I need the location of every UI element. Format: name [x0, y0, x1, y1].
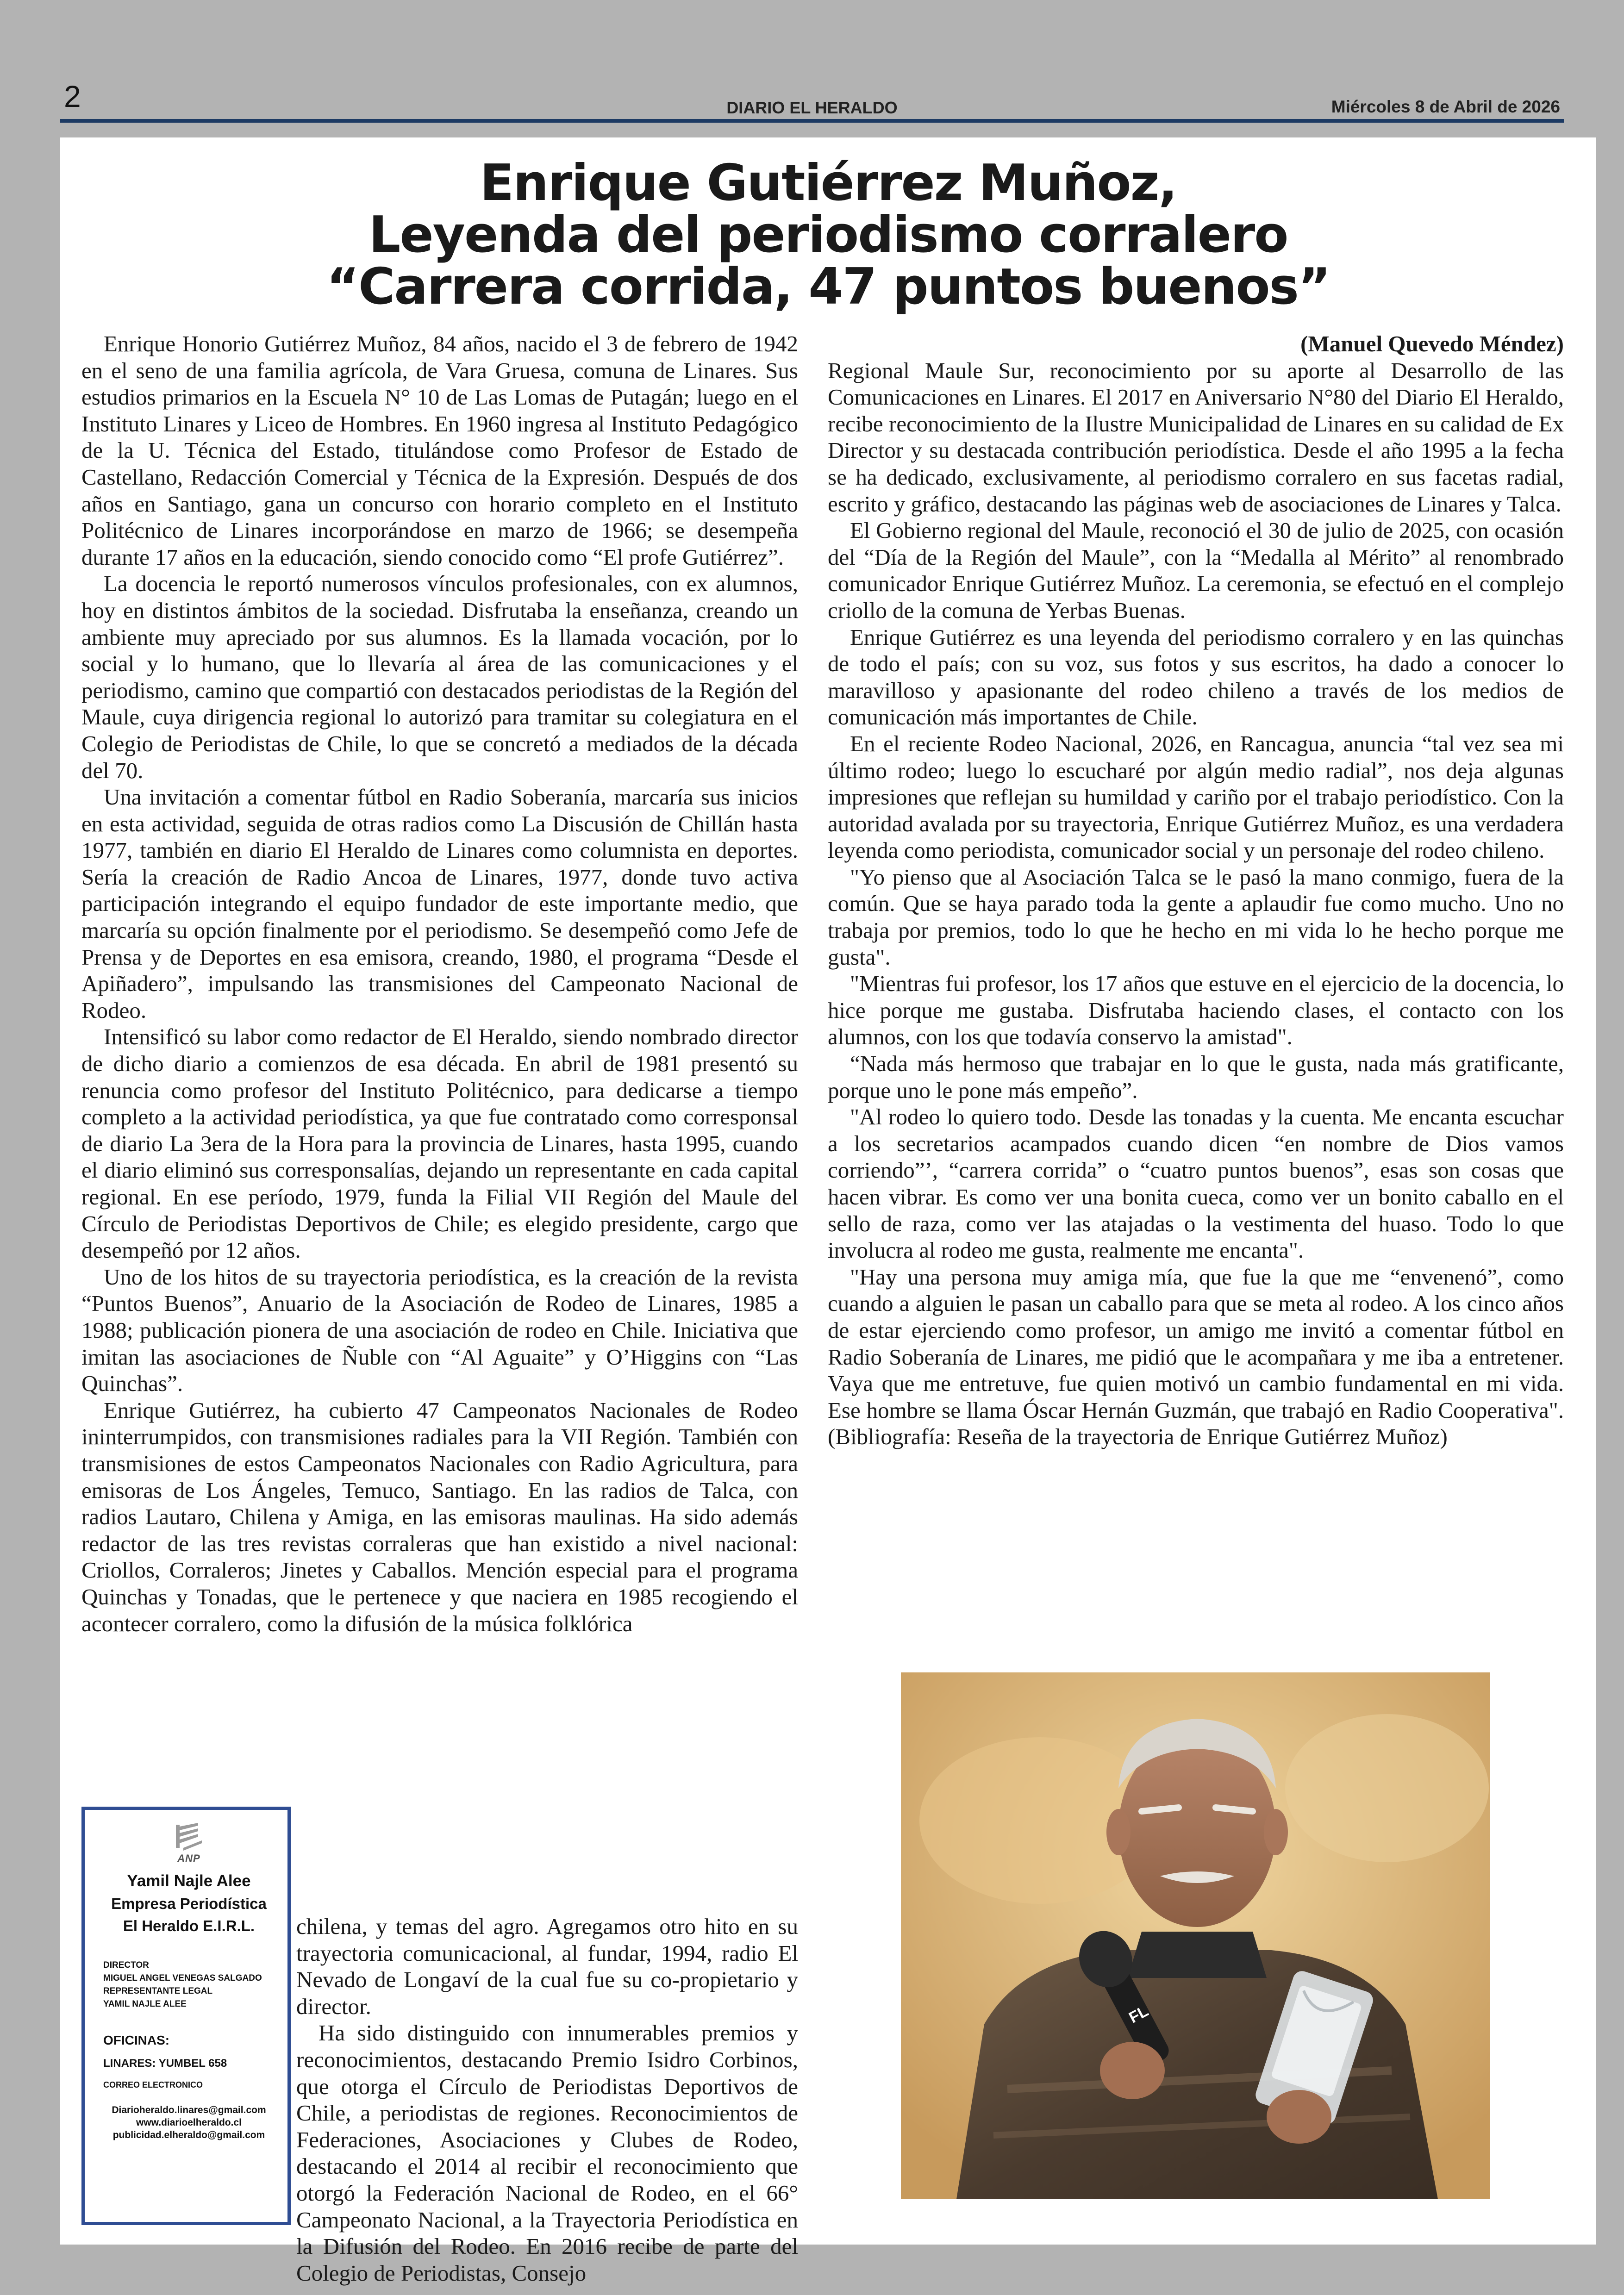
portrait-illustration: [901, 1672, 1490, 2199]
headline-line-2: Leyenda del periodismo corralero: [369, 206, 1288, 264]
legal-name: YAMIL NAJLE ALEE: [103, 1999, 187, 2009]
offices-value: LINARES: YUMBEL 658: [103, 2057, 227, 2070]
paragraph: "Al rodeo lo quiero todo. Desde las tonadas y la cuenta. Me encanta escuchar a los secretarios acampados cuando dicen “en nombre de Dios vamos corriendo”’, “carrera corrida” o “cuatro puntos buenos”, esas son cosas que hacen vibrar. Es como ver una bonita cueca, como ver un bonito caballo en el sello de raza, como ver las atajadas o la vestimenta del huaso. Todo lo que involucra al rodeo me gusta, realmente me encanta".: [828, 1104, 1564, 1263]
left-column-tail: [296, 1913, 798, 2286]
paragraph: Uno de los hitos de su trayectoria periodística, es la creación de la revista “Puntos Buenos”, Anuario de la Asociación de Rodeo de Linares, 1985 a 1988; publicación pionera de una asociación de rodeo en Chile. Iniciativa que imitan las asociaciones de Ñuble con “Al Aguaite” y O’Higgins con “Las Quinchas”.: [81, 1264, 798, 1397]
anp-logo: [163, 1822, 214, 1865]
paragraph: El Gobierno regional del Maule, reconoció el 30 de julio de 2025, con ocasión del “Día de la Región del Maule”, con la “Medalla al Mérito” al renombrado comunicador Enrique Gutiérrez Muñoz. La ceremonia, se efectuó en el complejo criollo de la comuna de Yerbas Buenas.: [828, 518, 1564, 623]
article-page: [60, 137, 1596, 2286]
newspaper-name: DIARIO EL HERALDO: [726, 98, 898, 117]
director-label: DIRECTOR: [103, 1960, 149, 1970]
right-column: [828, 331, 1564, 1450]
masthead-box: [81, 1807, 291, 2225]
website: www.diarioelheraldo.cl: [136, 2117, 242, 2128]
headline-line-1: Enrique Gutiérrez Muñoz,: [480, 154, 1177, 212]
paragraph: Enrique Gutiérrez es una leyenda del periodismo corralero y en las quinchas de todo el país; con su voz, sus fotos y sus escritos, ha dado a conocer lo maravilloso y apasionante del rodeo chileno a través de los medios de comunicación más importantes de Chile.: [828, 624, 1564, 730]
byline: (Manuel Quevedo Méndez): [1300, 331, 1564, 356]
page-header: [60, 79, 1564, 120]
paragraph: En el reciente Rodeo Nacional, 2026, en Rancagua, anuncia “tal vez sea mi último rodeo; luego lo escucharé por algún medio radial”, nos deja algunas impresiones que reflejan su humildad y cariño por el trabajo periodístico. Con la autoridad avalada por su trayectoria, Enrique Gutiérrez Muñoz, es una verdadera leyenda como periodista, comunicador social y un personaje del rodeo chileno.: [828, 730, 1564, 863]
offices-label: OFICINAS:: [103, 2033, 170, 2047]
email-label: CORREO ELECTRONICO: [103, 2080, 203, 2089]
portrait-photo: [901, 1672, 1490, 2199]
paragraph: Una invitación a comentar fútbol en Radio Soberanía, marcaría sus inicios en esta actividad, seguida de otras radios como La Discusión de Chillán hasta 1977, también en diario El Heraldo de Linares como columnista en deportes. Sería la creación de Radio Ancoa de Linares, 1977, donde tuvo activa participación integrando el equipo fundador de este importante medio, que marcaría su opción finalmente por el periodismo. Se desempeñó como Jefe de Prensa y de Deportes en esa emisora, creando, 1980, el programa “Desde el Apiñadero”, impulsando las transmisiones del Campeonato Nacional de Rodeo.: [81, 784, 798, 1023]
paragraph: Enrique Honorio Gutiérrez Muñoz, 84 años, nacido el 3 de febrero de 1942 en el seno de una familia agrícola, de Vara Gruesa, comuna de Linares. Sus estudios primarios en la Escuela N° 10 de Las Lomas de Putagán; luego en el Instituto Linares y Liceo de Hombres. En 1960 ingresa al Instituto Pedagógico de la U. Técnica del Estado, titulándose como Profesor de Estado de Castellano, Redacción Comercial y Técnica de la Expresión. Después de dos años en Santiago, gana un concurso con horario completo en el Instituto Politécnico de Linares incorporándose en marzo de 1966; se desempeña durante 17 años en la educación, siendo conocido como “El profe Gutiérrez”.: [81, 331, 798, 570]
company-name-2: El Heraldo E.I.R.L.: [123, 1917, 255, 1934]
mic-brand: FL: [1126, 2002, 1151, 2027]
paragraph: La docencia le reportó numerosos vínculos profesionales, con ex alumnos, hoy en distintos ámbitos de la sociedad. Disfrutaba la enseñanza, creando un ambiente muy apreciado por sus alumnos. Es la llamada vocación, por lo social y lo humano, que lo llevaría al área de las comunicaciones y el periodismo, camino que compartió con destacados periodistas de la Región del Maule, cuya dirigencia regional lo autorizó para tramitar su colegiatura en el Colegio de Periodistas de Chile, lo que se concretó a mediados de la década del 70.: [81, 571, 798, 783]
legal-label: REPRESENTANTE LEGAL: [103, 1986, 213, 1996]
paragraph: Regional Maule Sur, reconocimiento por su aporte al Desarrollo de las Comunicaciones en Linares. El 2017 en Aniversario N°80 del Diario El Heraldo, recibe reconocimiento de la Ilustre Municipalidad de Linares en su calidad de Ex Director y su destacada contribución periodística. Desde el año 1995 a la fecha se ha dedicado, exclusivamente, al periodismo corralero en sus facetas radial, escrito y gráfico, destacando las páginas web de asociaciones de Linares y Talca.: [828, 357, 1564, 517]
headline: [60, 154, 1596, 316]
anp-label: ANP: [177, 1852, 200, 1864]
email-1: Diarioheraldo.linares@gmail.com: [112, 2105, 266, 2115]
headline-line-3: “Carrera corrida, 47 puntos buenos”: [326, 258, 1330, 316]
paragraph: "Mientras fui profesor, los 17 años que estuve en el ejercicio de la docencia, lo hice porque me gustaba. Disfrutaba haciendo clases, el contacto con los alumnos, con los que todavía conservo la amistad".: [828, 971, 1564, 1050]
paragraph: Intensificó su labor como redactor de El Heraldo, siendo nombrado director de dicho diario a comienzos de esa década. En abril de 1981 presentó su renuncia como profesor del Instituto Politécnico, para dedicarse a tiempo completo a la actividad periodística, ya que fue contratado como corresponsal de diario La 3era de la Hora para la provincia de Linares, hasta 1995, cuando el diario eliminó sus corresponsalías, dejando un representante en cada capital regional. En ese período, 1979, funda la Filial VII Región del Maule del Círculo de Periodistas Deportivos de Chile; es elegido presidente, cargo que desempeñó por 12 años.: [81, 1024, 798, 1263]
page-number: 2: [64, 79, 81, 113]
director-name: MIGUEL ANGEL VENEGAS SALGADO: [103, 1973, 262, 1983]
paragraph: "Yo pienso que al Asociación Talca se le pasó la mano conmigo, fuera de la común. Que se haya parado toda la gente a aplaudir fue como mucho. Uno no trabaja por premios, todo lo que he hecho en mi vida lo he hecho porque me gusta".: [828, 864, 1564, 970]
owner-name: Yamil Najle Alee: [127, 1872, 251, 1890]
left-column: [81, 331, 798, 1637]
paragraph: Enrique Gutiérrez, ha cubierto 47 Campeonatos Nacionales de Rodeo ininterrumpidos, con transmisiones radiales para la VII Región. También con transmisiones de estos Campeonatos Nacionales con Radio Agricultura, para emisoras de Los Ángeles, Temuco, Santiago. En las radios de Talca, con radios Lautaro, Chilena y Amiga, en las emisoras maulinas. Ha sido además redactor de las tres revistas corraleras que han existido a nivel nacional: Criollos, Corraleros; Jinetes y Caballos. Mención especial para el programa Quinchas y Tonadas, que le pertenece y que naciera en 1985 recogiendo el acontecer corralero, como la difusión de la música folklórica: [81, 1397, 798, 1636]
paragraph: “Nada más hermoso que trabajar en lo que le gusta, nada más gratificante, porque uno le pone más empeño”.: [828, 1051, 1564, 1103]
paragraph: chilena, y temas del agro. Agregamos otro hito en su trayectoria comunicacional, al fundar, 1994, radio El Nevado de Longaví de la cual fue su co-propietario y director.: [296, 1914, 798, 2019]
email-2: publicidad.elheraldo@gmail.com: [112, 2130, 265, 2140]
anp-logo-icon: [169, 1822, 208, 1852]
company-name: Empresa Periodística: [111, 1895, 267, 1912]
paragraph: Ha sido distinguido con innumerables premios y reconocimientos, destacando Premio Isidro Corbinos, que otorga el Círculo de Periodistas Deportivos de Chile, a periodistas de regiones. Reconocimientos de Federaciones, Asociaciones y Clubes de Rodeo, destacando el 2014 al recibir el reconocimiento que otorgó la Federación Nacional de Rodeo, en el 66° Campeonato Nacional, a la Trayectoria Periodística en la Difusión del Rodeo. En 2016 recibe de parte del Colegio de Periodistas, Consejo: [296, 2020, 798, 2286]
header-rule: [60, 119, 1564, 123]
paragraph: "Hay una persona muy amiga mía, que fue la que me “envenenó”, como cuando a alguien le pasan un caballo para que se meta al rodeo. A los cinco años de estar ejerciendo como profesor, un amigo me invitó a comentar fútbol en Radio Soberanía de Linares, me pidió que le acompañara y me iba a entretener. Vaya que me entretuve, fue quien motivó un cambio fundamental en mi vida. Ese hombre se llama Óscar Hernán Guzmán, que trabajó en Radio Cooperativa". (Bibliografía: Reseña de la trayectoria de Enrique Gutiérrez Muñoz): [828, 1264, 1564, 1450]
issue-date: Miércoles 8 de Abril de 2026: [1331, 97, 1560, 116]
